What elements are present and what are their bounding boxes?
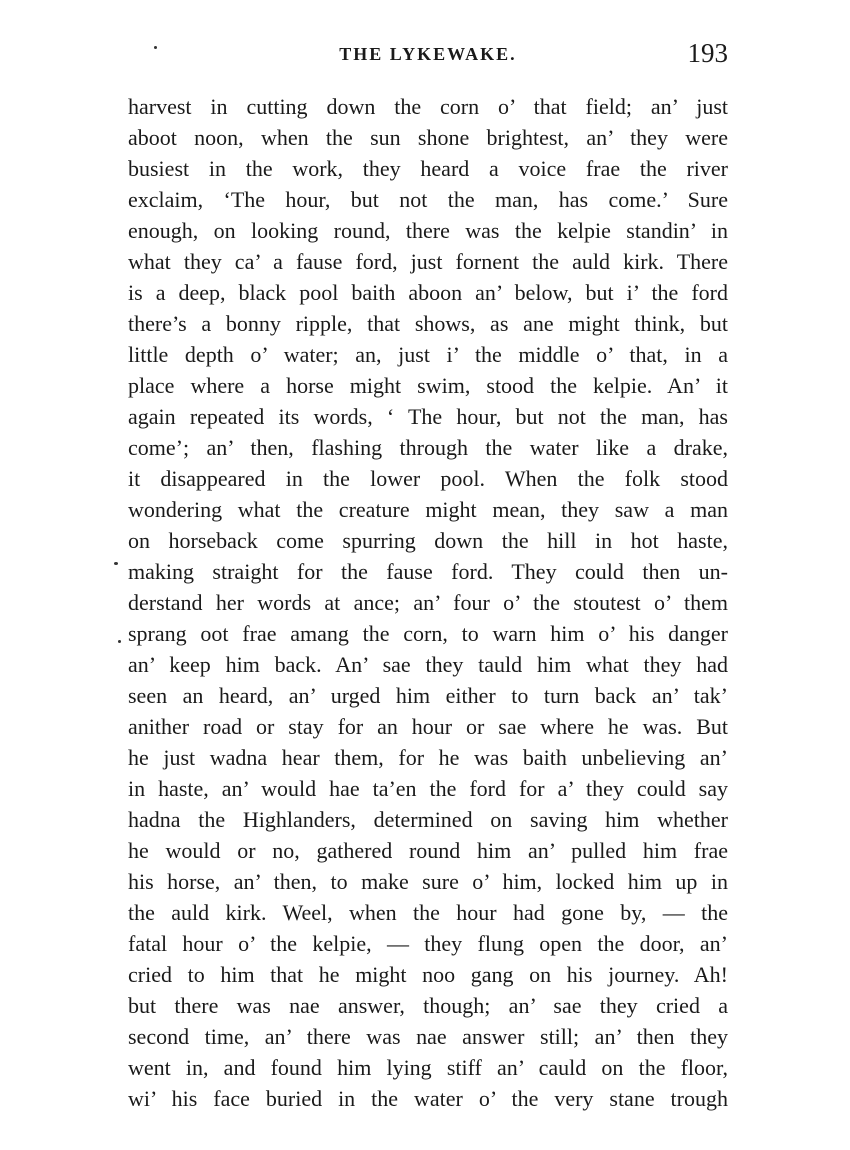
text-line: [128, 525, 728, 556]
text-line: [128, 990, 728, 1021]
running-title: THE LYKEWAKE.: [339, 44, 517, 64]
text-line: [128, 308, 728, 339]
text-line-content: it disappeared in the lower pool. When the folk stood: [128, 466, 728, 491]
text-line-content: his horse, an’ then, to make sure o’ him, locked him up in: [128, 869, 728, 894]
text-line: [128, 587, 728, 618]
text-line: [128, 680, 728, 711]
print-speck: [114, 562, 118, 565]
text-line: [128, 897, 728, 928]
text-line-content: there’s a bonny ripple, that shows, as ane might think, but: [128, 311, 728, 336]
text-line: [128, 866, 728, 897]
text-line-content: the auld kirk. Weel, when the hour had gone by, — the: [128, 900, 728, 925]
text-line: [128, 91, 728, 122]
running-head: [128, 38, 728, 78]
text-line-content: but there was nae answer, though; an’ sae they cried a: [128, 993, 728, 1018]
text-line: [128, 711, 728, 742]
text-line-content: an’ keep him back. An’ sae they tauld him what they had: [128, 652, 728, 677]
text-line: [128, 742, 728, 773]
text-line: [128, 246, 728, 277]
text-line-content: anither road or stay for an hour or sae where he was. But: [128, 714, 728, 739]
print-speck: [118, 640, 121, 643]
text-line-content: enough, on looking round, there was the kelpie standin’ in: [128, 218, 728, 243]
text-line-content: making straight for the fause ford. They could then un-: [128, 559, 728, 584]
text-line: [128, 184, 728, 215]
text-line-content: is a deep, black pool baith aboon an’ below, but i’ the ford: [128, 280, 728, 305]
text-line-content: wi’ his face buried in the water o’ the very stane trough: [128, 1086, 728, 1111]
text-line-content: place where a horse might swim, stood the kelpie. An’ it: [128, 373, 728, 398]
text-line-content: seen an heard, an’ urged him either to turn back an’ tak’: [128, 683, 728, 708]
text-line-content: he just wadna hear them, for he was baith unbelieving an’: [128, 745, 728, 770]
text-line-content: he would or no, gathered round him an’ pulled him frae: [128, 838, 728, 863]
text-line-content: cried to him that he might noo gang on his journey. Ah!: [128, 962, 728, 987]
text-line: [128, 122, 728, 153]
text-line: [128, 370, 728, 401]
text-line: [128, 835, 728, 866]
text-line-content: what they ca’ a fause ford, just fornent the auld kirk. There: [128, 249, 728, 274]
text-line-content: busiest in the work, they heard a voice frae the river: [128, 156, 728, 181]
text-line-content: exclaim, ‘The hour, but not the man, has come.’ Sure: [128, 187, 728, 212]
text-line: [128, 153, 728, 184]
text-line: [128, 494, 728, 525]
text-line: [128, 1052, 728, 1083]
text-line-content: went in, and found him lying stiff an’ cauld on the floor,: [128, 1055, 728, 1080]
text-line-content: on horseback come spurring down the hill in hot haste,: [128, 528, 728, 553]
text-line: [128, 1083, 728, 1114]
text-line-content: come’; an’ then, flashing through the water like a drake,: [128, 435, 728, 460]
text-line-content: fatal hour o’ the kelpie, — they flung open the door, an’: [128, 931, 728, 956]
text-line: [128, 215, 728, 246]
text-line: [128, 773, 728, 804]
text-line: [128, 928, 728, 959]
text-line-content: aboot noon, when the sun shone brightest, an’ they were: [128, 125, 728, 150]
text-line-content: again repeated its words, ‘ The hour, but not the man, has: [128, 404, 728, 429]
text-line: [128, 339, 728, 370]
text-line-content: derstand her words at ance; an’ four o’ the stoutest o’ them: [128, 590, 728, 615]
text-line-content: little depth o’ water; an, just i’ the middle o’ that, in a: [128, 342, 728, 367]
text-line: [128, 432, 728, 463]
text-line: [128, 277, 728, 308]
text-line: [128, 463, 728, 494]
text-line: [128, 401, 728, 432]
text-line: [128, 618, 728, 649]
text-line-content: in haste, an’ would hae ta’en the ford for a’ they could say: [128, 776, 728, 801]
text-line: [128, 1021, 728, 1052]
text-line: [128, 649, 728, 680]
text-line: [128, 804, 728, 835]
text-line-content: hadna the Highlanders, determined on saving him whether: [128, 807, 728, 832]
text-line-content: harvest in cutting down the corn o’ that field; an’ just: [128, 94, 728, 119]
text-line: [128, 959, 728, 990]
text-line-content: wondering what the creature might mean, they saw a man: [128, 497, 728, 522]
text-line: [128, 556, 728, 587]
text-line-content: second time, an’ there was nae answer still; an’ then they: [128, 1024, 728, 1049]
text-line-content: sprang oot frae amang the corn, to warn him o’ his danger: [128, 621, 728, 646]
body-text: [128, 91, 728, 1114]
page-number: 193: [687, 38, 728, 68]
